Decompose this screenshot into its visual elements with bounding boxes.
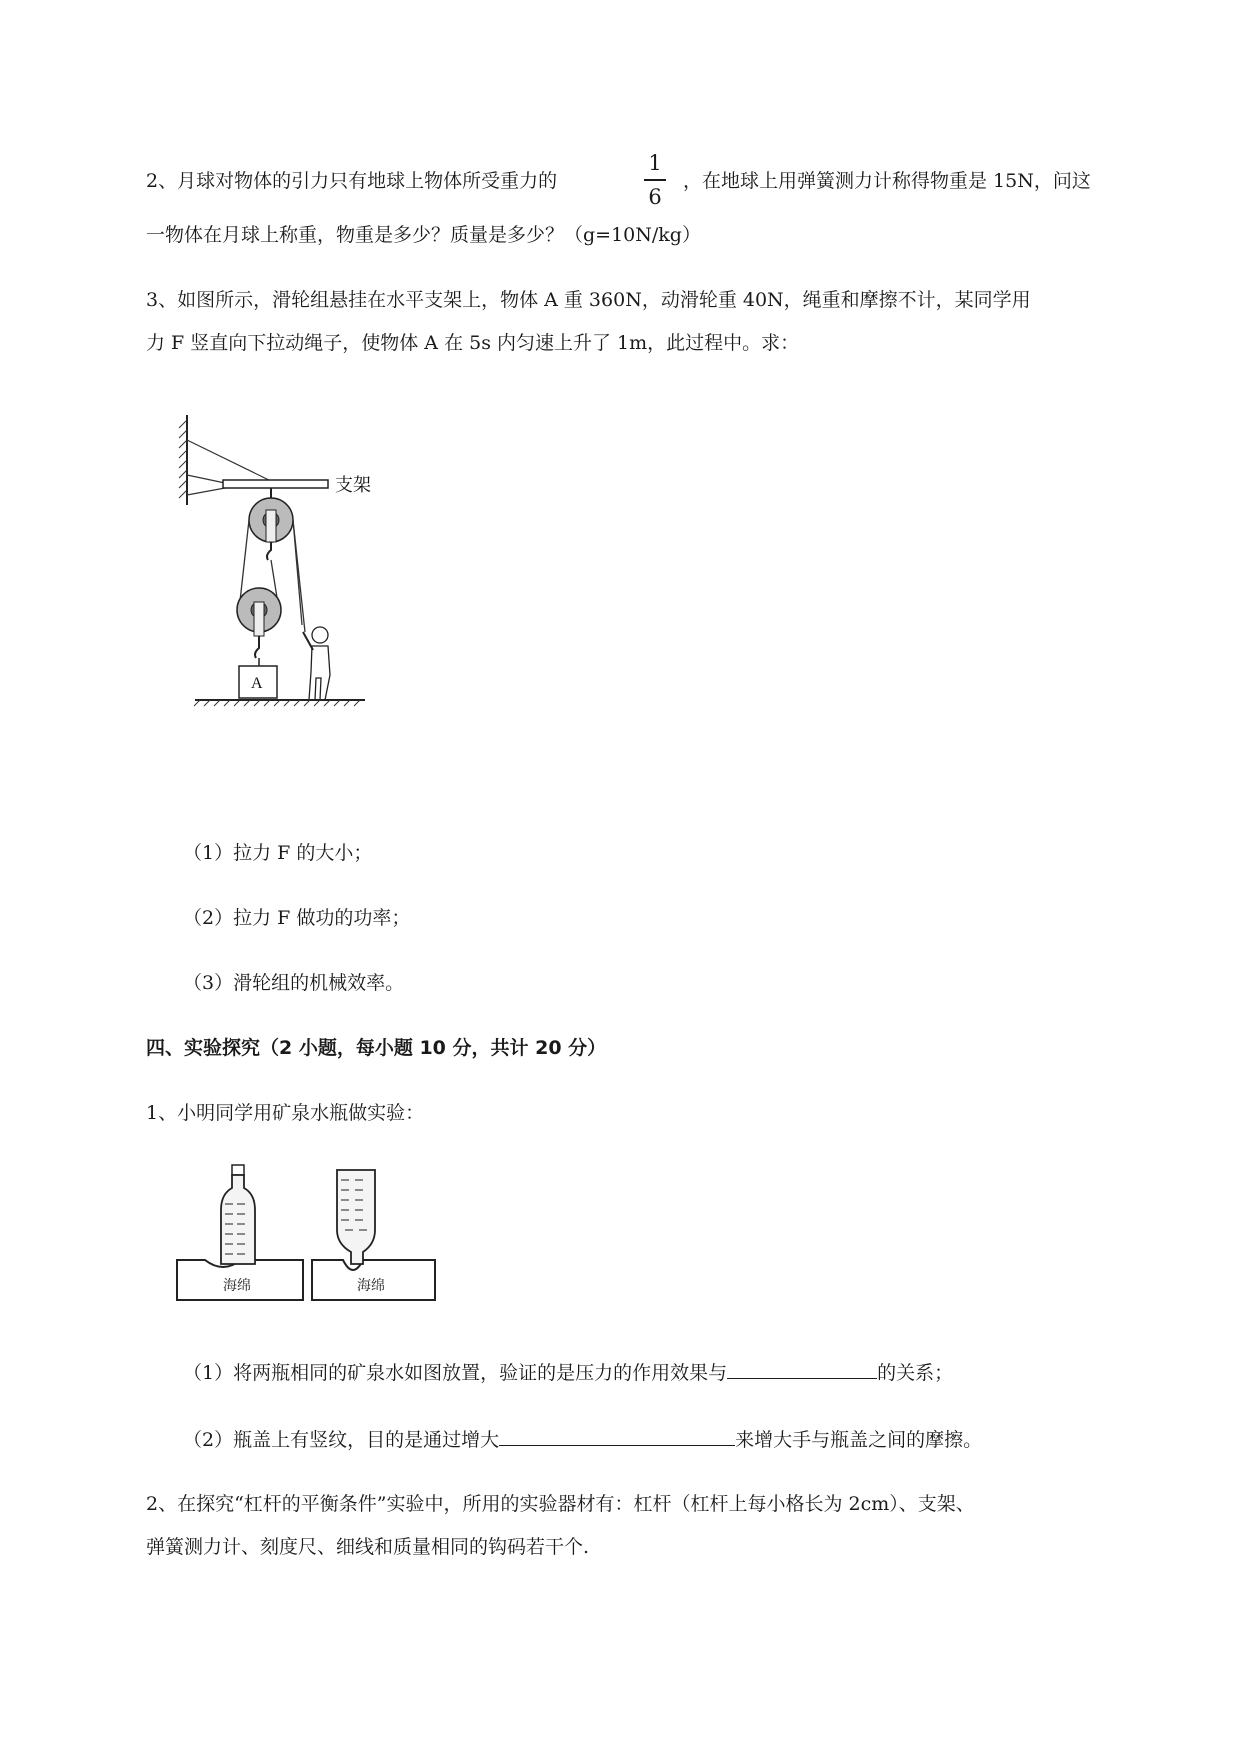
fraction-bar: [644, 179, 666, 181]
fraction-numerator: 1: [648, 151, 662, 175]
fraction-one-sixth: [640, 150, 670, 210]
exp1-sub1: [183, 1358, 953, 1386]
exp2-line2: 弹簧测力计、刻度尺、细线和质量相同的钩码若干个.: [146, 1536, 590, 1558]
pulley-figure: [175, 410, 405, 790]
q3-line2: 力 F 竖直向下拉动绳子，使物体 A 在 5s 内匀速上升了 1m，此过程中。求：: [146, 332, 800, 354]
q2-line1-pre: 2、月球对物体的引力只有地球上物体所受重力的: [146, 170, 558, 192]
answer-blank-1[interactable]: [727, 1358, 877, 1379]
exp1-sub2-pre: （2）瓶盖上有竖纹，目的是通过增大: [183, 1429, 500, 1451]
q3-line1: 3、如图所示，滑轮组悬挂在水平支架上，物体 A 重 360N，动滑轮重 40N，绳重和摩擦不计，某同学用: [146, 289, 1031, 311]
exp1-intro: 1、小明同学用矿泉水瓶做实验：: [146, 1102, 425, 1124]
exp1-sub2-post: 来增大手与瓶盖之间的摩擦。: [735, 1429, 983, 1451]
q2-line2: 一物体在月球上称重，物重是多少？质量是多少？（g=10N/kg）: [146, 224, 701, 246]
section4-title: 四、实验探究（2 小题，每小题 10 分，共计 20 分）: [146, 1037, 607, 1059]
exp2-line1: 2、在探究“杠杆的平衡条件”实验中，所用的实验器材有：杠杆（杠杆上每小格长为 2cm）、支架、: [146, 1493, 975, 1515]
exp1-sub1-post: 的关系；: [877, 1362, 954, 1384]
exp1-sub2: [183, 1425, 982, 1453]
q3-sub2: （2）拉力 F 做功的功率；: [183, 907, 411, 929]
bottle-sponge-figure: [175, 1160, 440, 1310]
q2-line1-post: ，在地球上用弹簧测力计称得物重是 15N，问这: [683, 170, 1091, 192]
answer-blank-2[interactable]: [499, 1425, 735, 1446]
block-a-label: A: [251, 675, 263, 692]
q3-sub1: （1）拉力 F 的大小；: [183, 842, 373, 864]
bracket-label: 支架: [335, 475, 371, 495]
sponge-label-left: 海绵: [223, 1278, 251, 1294]
q3-sub3: （3）滑轮组的机械效率。: [183, 972, 405, 994]
sponge-label-right: 海绵: [357, 1278, 385, 1294]
fraction-denominator: 6: [648, 184, 662, 209]
exp1-sub1-pre: （1）将两瓶相同的矿泉水如图放置，验证的是压力的作用效果与: [183, 1362, 728, 1384]
